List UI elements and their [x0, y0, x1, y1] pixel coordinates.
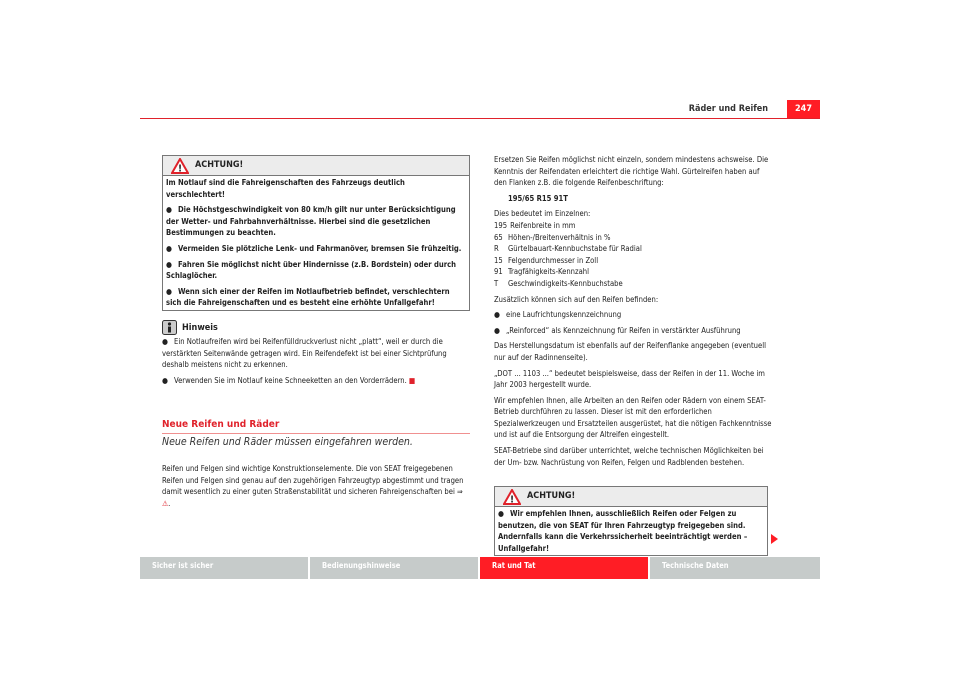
section-heading: Neue Reifen und Räder	[162, 419, 470, 434]
paragraph: Das Herstellungsdatum ist ebenfalls auf der Reifenflanke angegeben (eventuell nur auf der Radinnenseite).	[494, 341, 767, 362]
warning-item: ● Wenn sich einer der Reifen im Notlaufbetrieb befindet, verschlechtern sich die Fahreigenschaften und es besteht eine erhöhte Unfallgefahr!	[166, 286, 450, 308]
note-section	[162, 320, 470, 390]
continue-arrow-icon[interactable]	[771, 534, 778, 544]
body-text: Reifen und Felgen sind wichtige Konstruktionselemente. Die von SEAT freigegebenen Reifen und Felgen sind genau auf den zugehörigen Fahrzeugtyp abgestimmt und tragen damit wesentlich zu einer guten Straßenstabilität und sicheren Fahreigenschaften bei ⇒ ⚠.	[162, 464, 464, 508]
paragraph: SEAT-Betriebe sind darüber unterrichtet, welche technischen Möglichkeiten bei der Um- bzw. Nachrüstung von Reifen, Felgen und Radblenden bestehen.	[494, 446, 764, 467]
page-number: 247	[787, 100, 820, 118]
warning-item: ● Wir empfehlen Ihnen, ausschließlich Reifen oder Felgen zu benutzen, die von SEAT für Ihren Fahrzeugtyp freigegeben sind. Andernfalls kann die Verkehrssicherheit beeinträchtigt werden – Unfallgefahr!	[498, 509, 748, 553]
paragraph: Dies bedeutet im Einzelnen:	[494, 209, 591, 219]
tab-rat-und-tat[interactable]: Rat und Tat	[480, 557, 648, 579]
note-title: Hinweis	[182, 323, 218, 334]
info-icon	[162, 320, 177, 335]
code-row: 195 Reifenbreite in mm	[494, 220, 576, 230]
warning-triangle-icon	[171, 158, 189, 174]
end-marker-icon: ■	[408, 375, 416, 385]
chapter-title: Räder und Reifen	[688, 104, 768, 114]
warning-box	[162, 155, 470, 311]
warning-item: ● Vermeiden Sie plötzliche Lenk- und Fahrmanöver, bremsen Sie frühzeitig.	[166, 243, 462, 253]
code-row: 65 Höhen-/Breitenverhältnis in %	[494, 232, 611, 242]
warning-title: ACHTUNG!	[527, 490, 576, 501]
svg-text:!: !	[509, 494, 515, 505]
warning-intro: Im Notlauf sind die Fahreigenschaften des Fahrzeugs deutlich verschlechtert!	[166, 178, 405, 199]
warning-box	[494, 486, 768, 556]
warning-triangle-icon	[503, 489, 521, 505]
code-row: 15 Felgendurchmesser in Zoll	[494, 255, 599, 265]
paragraph: „DOT ... 1103 ...“ bedeutet beispielsweise, dass der Reifen in der 11. Woche im Jahr 2003 hergestellt wurde.	[494, 368, 765, 390]
bullet-item: ● „Reinforced“ als Kennzeichnung für Reifen in verstärkter Ausführung	[494, 325, 741, 335]
warning-title: ACHTUNG!	[195, 159, 244, 170]
paragraph: Ersetzen Sie Reifen möglichst nicht einzeln, sondern mindestens achsweise. Die Kenntnis der Reifendaten erleichtert die richtige Wahl. Gürtelreifen haben auf den Flanken z.B. die folgende Reifenbeschriftung:	[494, 155, 769, 188]
svg-text:!: !	[177, 163, 183, 174]
note-item: ● Ein Notlaufreifen wird bei Reifenfülldruckverlust nicht „platt“, weil er durch die verstärkten Seitenwände getragen wird. Ein Reifendefekt ist bei einer Sichtprüfung deshalb meistens nicht zu erkennen.	[162, 337, 447, 370]
tab-technische-daten[interactable]: Technische Daten	[650, 557, 820, 579]
code-row: T Geschwindigkeits-Kennbuchstabe	[494, 278, 623, 288]
bullet-item: ● eine Laufrichtungskennzeichnung	[494, 310, 622, 320]
code-row: R Gürtelbauart-Kennbuchstabe für Radial	[494, 244, 642, 254]
warning-reference-icon: ⚠	[162, 498, 169, 508]
paragraph: Zusätzlich können sich auf den Reifen befinden:	[494, 294, 659, 304]
warning-item: ● Die Höchstgeschwindigkeit von 80 km/h gilt nur unter Berücksichtigung der Wetter- und Fahrbahnverhältnisse. Hierbei sind die gesetzlichen Bestimmungen zu beachten.	[166, 205, 456, 238]
note-item: ● Verwenden Sie im Notlauf keine Schneeketten an den Vorderrädern. ■	[162, 375, 416, 385]
warning-item: ● Fahren Sie möglichst nicht über Hindernisse (z.B. Bordstein) oder durch Schlaglöcher.	[166, 259, 457, 281]
tab-bedienungshinweise[interactable]: Bedienungshinweise	[310, 557, 478, 579]
section-subheading: Neue Reifen und Räder müssen eingefahren werden.	[162, 436, 413, 448]
paragraph: Wir empfehlen Ihnen, alle Arbeiten an den Reifen oder Rädern von einem SEAT-Betrieb durchführen zu lassen. Dieser ist mit den erforderlichen Spezialwerkzeugen und Ersatzteilen ausgerüstet, hat die nötigen Fachkenntnisse und ist auf die Entsorgung der Altreifen eingestellt.	[494, 395, 772, 440]
tab-sicher-ist-sicher[interactable]: Sicher ist sicher	[140, 557, 308, 579]
tire-code: 195/65 R15 91T	[508, 193, 568, 203]
header-rule	[140, 118, 820, 119]
code-row: 91 Tragfähigkeits-Kennzahl	[494, 267, 590, 277]
right-column	[494, 154, 772, 472]
